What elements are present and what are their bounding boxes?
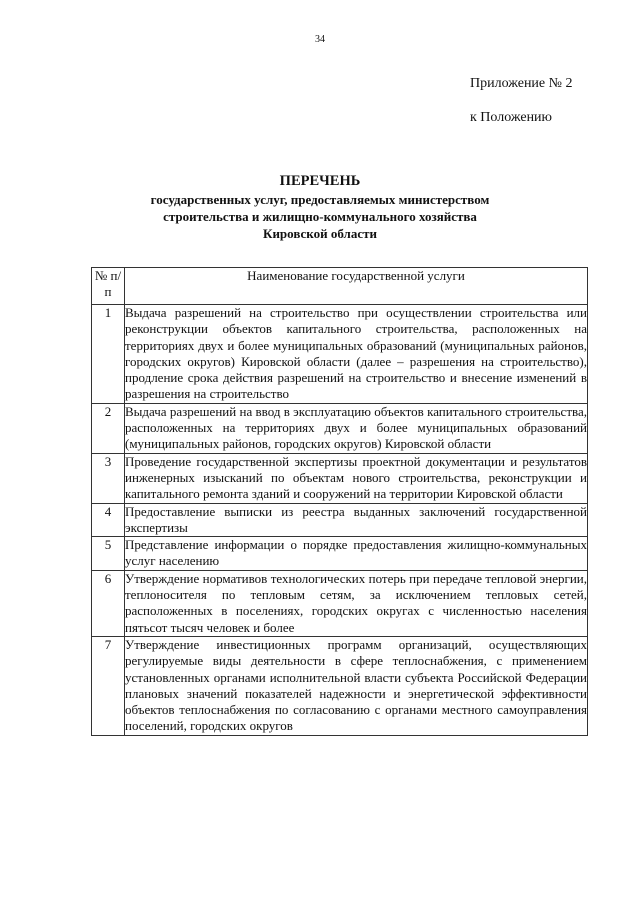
row-service-name: Утверждение нормативов технологических потерь при передаче тепловой энергии, теплоносителя по тепловым сетям, за исключением тепловых сетей, расположенных в поселениях, городских округах с численностью населения пятьсот тысяч человек и более — [125, 570, 587, 635]
row-service-name: Предоставление выписки из реестра выданных заключений государственной экспертизы — [125, 503, 587, 535]
services-table — [91, 267, 588, 736]
row-service-name: Проведение государственной экспертизы проектной документации и результатов инженерных изысканий по объектам нового строительства, реконструкции и капитального ремонта зданий и сооружений на территории Кировской области — [125, 453, 587, 502]
appendix-reference: к Положению — [470, 110, 553, 125]
header-number: № п/п — [92, 268, 125, 305]
table-row — [92, 636, 588, 735]
table-row — [92, 453, 588, 503]
table-row — [92, 537, 588, 571]
row-number: 6 — [92, 570, 125, 636]
row-number: 5 — [92, 537, 125, 571]
row-number: 3 — [92, 453, 125, 503]
table-row — [92, 570, 588, 636]
row-service-name: Утверждение инвестиционных программ организаций, осуществляющих регулируемые виды деятельности в сфере теплоснабжения, с применением установленных органами исполнительной власти субъекта Российской Федерации плановых значений показателей надежности и энергетической эффективности объектов теплоснабжения по согласованию с органами местного самоуправления поселений, городских округов — [125, 636, 587, 734]
header-service-name: Наименование государственной услуги — [125, 268, 588, 305]
title-main: ПЕРЕЧЕНЬ — [279, 173, 361, 189]
row-service-name: Выдача разрешений на ввод в эксплуатацию объектов капитального строительства, расположенных на территориях двух и более муниципальных образований (муниципальных районов, городских округов) Кировской области — [125, 403, 587, 452]
appendix-label: Приложение № 2 — [470, 76, 573, 91]
row-service-name: Выдача разрешений на строительство при осуществлении строительства или реконструкции объектов капитального строительства, расположенных на территориях двух и более муниципальных образований (муниципальных районов, городских округов) Кировской области (далее – разрешения на строительство), продление срока действия разрешений на строительство и внесение изменений в разрешения на строительство — [125, 305, 587, 402]
document-title — [0, 172, 640, 242]
title-line-3: Кировской области — [263, 226, 377, 241]
row-service-name: Представление информации о порядке предоставления жилищно-коммунальных услуг населению — [125, 537, 587, 569]
row-number: 4 — [92, 503, 125, 537]
page-number: 34 — [315, 34, 325, 45]
title-line-2: строительства и жилищно-коммунального хозяйства — [163, 209, 477, 224]
table-row — [92, 503, 588, 537]
row-number: 1 — [92, 305, 125, 404]
table-header-row — [92, 268, 588, 305]
table-row — [92, 305, 588, 404]
table-row — [92, 403, 588, 453]
row-number: 7 — [92, 636, 125, 735]
row-number: 2 — [92, 403, 125, 453]
title-line-1: государственных услуг, предоставляемых министерством — [150, 192, 490, 207]
